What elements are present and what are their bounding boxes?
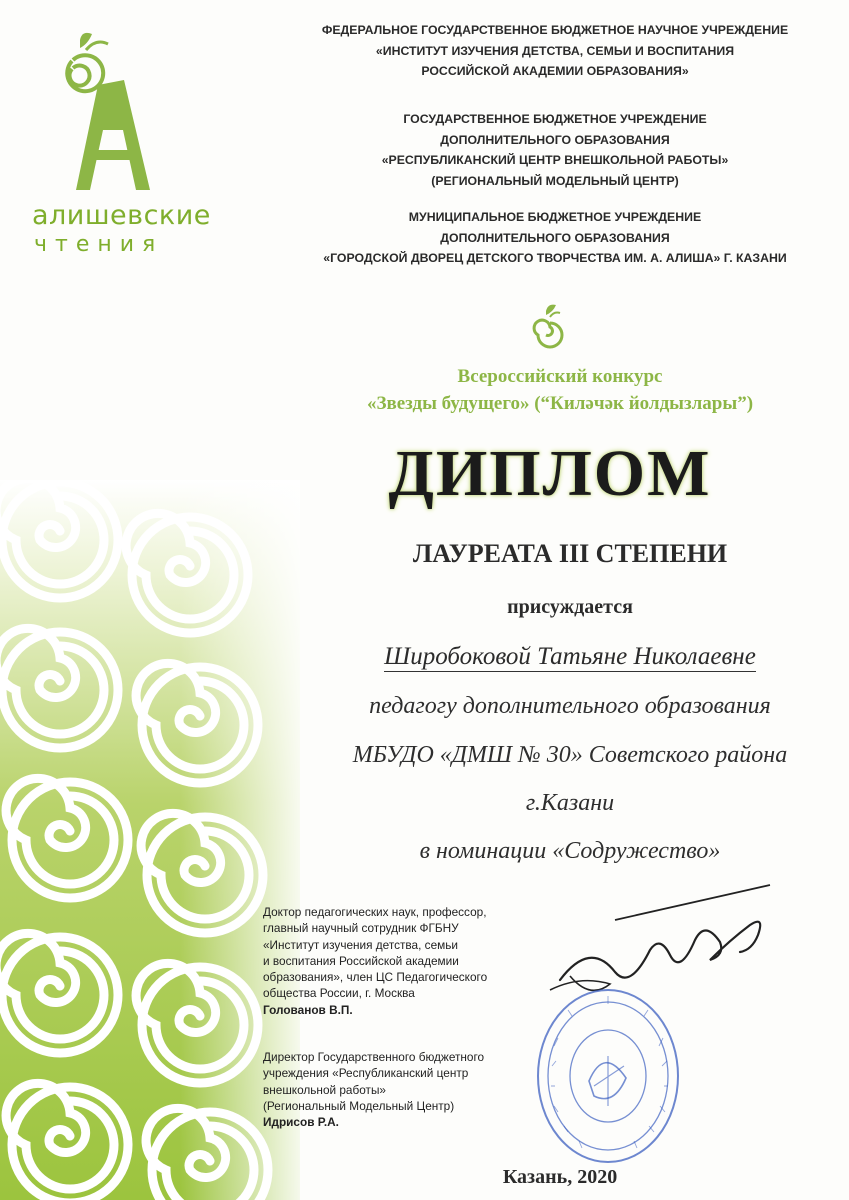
logo-word-alishevskie: алишевские [32,200,211,231]
signatory-line: внешкольной работы» [263,1082,386,1097]
logo-word-chteniya: чтения [34,232,164,257]
contest-subtitle: «Звезды будущего» (“Киләчәк йолдызлары”) [366,393,754,414]
nomination: в номинации «Содружество» [419,838,721,864]
org-line: ФЕДЕРАЛЬНОЕ ГОСУДАРСТВЕННОЕ БЮДЖЕТНОЕ НАУЧНОЕ УЧРЕЖДЕНИЕ [321,23,789,37]
signatory-line: и воспитания Российской академии [263,953,459,968]
signatory-line: Доктор педагогических наук, профессор, [263,905,487,919]
recipient-city: г.Казани [525,790,615,816]
org-line: РОССИЙСКОЙ АКАДЕМИИ ОБРАЗОВАНИЯ» [421,64,689,78]
organization-2 [300,109,810,191]
org-line: «ИНСТИТУТ ИЗУЧЕНИЯ ДЕТСТВА, СЕМЬИ И ВОСПИТАНИЯ [375,43,735,58]
org-line: ГОСУДАРСТВЕННОЕ БЮДЖЕТНОЕ УЧРЕЖДЕНИЕ [403,112,707,126]
laureate-degree: ЛАУРЕАТА III СТЕПЕНИ [412,539,728,568]
signatory-name: Идрисов Р.А. [263,1115,339,1130]
contest-name: Всероссийский конкурс [457,366,663,387]
signatory-2 [263,1049,538,1130]
swirl-decoration [0,480,300,1200]
org-line: «ГОРОДСКОЙ ДВОРЕЦ ДЕТСКОГО ТВОРЧЕСТВА ИМ. А. АЛИША» Г. КАЗАНИ [323,251,787,265]
signatory-line: главный научный сотрудник ФГБНУ [263,921,459,936]
signatory-line: учреждения «Республиканский центр [263,1066,469,1081]
recipient-school: МБУДО «ДМШ № 30» Советского района [352,742,788,768]
signatory-line: «Институт изучения детства, семьи [263,937,458,952]
signatory-line: Директор Государственного бюджетного [263,1050,485,1064]
org-line: «РЕСПУБЛИКАНСКИЙ ЦЕНТР ВНЕШКОЛЬНОЙ РАБОТЫ» [381,153,729,167]
signatory-line: образования», член ЦС Педагогического [263,970,488,985]
recipient-position: педагогу дополнительного образования [369,693,771,719]
org-line: (РЕГИОНАЛЬНЫЙ МОДЕЛЬНЫЙ ЦЕНТР) [431,173,679,188]
org-line: МУНИЦИПАЛЬНОЕ БЮДЖЕТНОЕ УЧРЕЖДЕНИЕ [408,210,702,224]
diploma-title: ДИПЛОМ [388,437,712,510]
signatory-line: общества России, г. Москва [263,986,415,1001]
organization-1 [300,20,810,82]
awarded-text: присуждается [507,596,633,618]
official-stamp [534,986,682,1166]
org-line: ДОПОЛНИТЕЛЬНОГО ОБРАЗОВАНИЯ [440,230,670,245]
recipient-name [290,643,849,671]
organization-3 [300,207,810,269]
signatory-name: Голованов В.П. [263,1002,353,1017]
recipient-name-text: Широбоковой Татьяне Николаевне [384,643,756,670]
signatory-line: (Региональный Модельный Центр) [263,1098,455,1113]
city-year: Казань, 2020 [502,1166,618,1188]
org-line: ДОПОЛНИТЕЛЬНОГО ОБРАЗОВАНИЯ [440,132,670,147]
apple-swirl-icon [532,303,568,353]
signatory-1 [263,904,538,1018]
